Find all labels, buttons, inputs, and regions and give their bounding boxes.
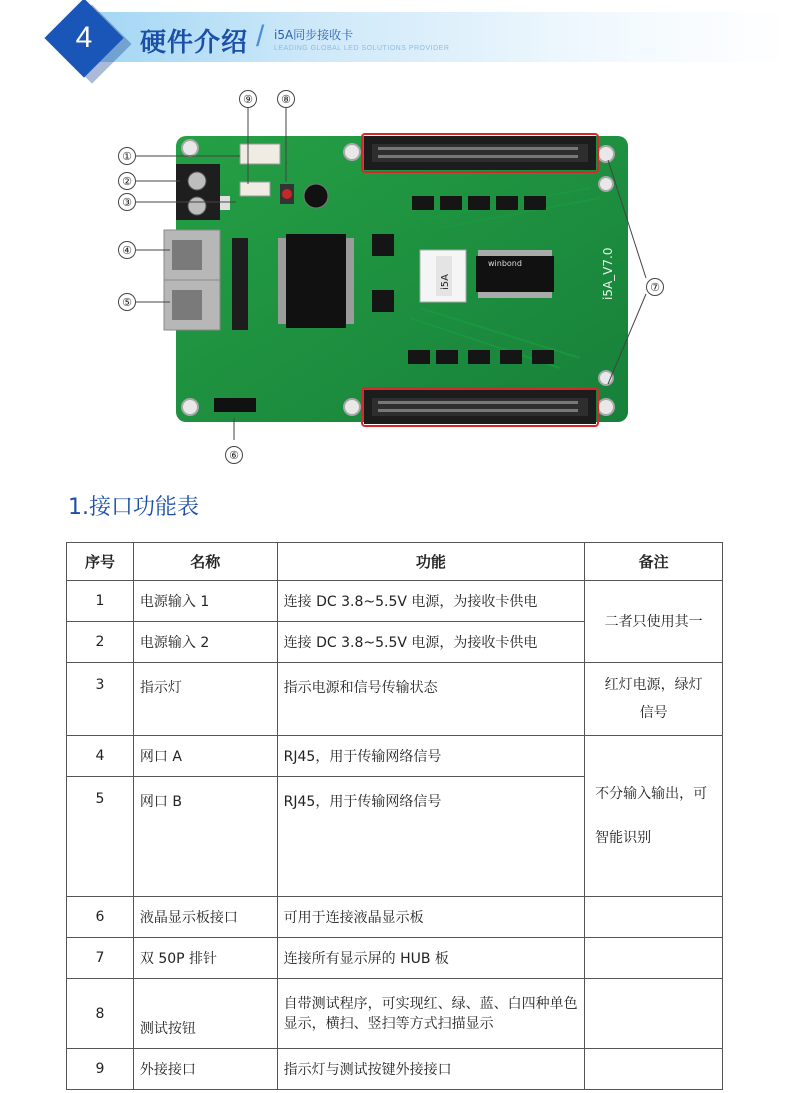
board-figure [0, 78, 790, 478]
interface-table-heading: 1.接口功能表 [68, 495, 199, 520]
table-row [67, 897, 723, 938]
cell-note-empty [585, 897, 723, 938]
cell-note-network: 不分输入输出，可智能识别 [585, 736, 723, 897]
section-header [0, 0, 790, 78]
section-title: 硬件介绍 [140, 28, 249, 58]
table-header-row [67, 543, 723, 581]
cell-no: 8 [67, 979, 134, 1049]
cell-no: 6 [67, 897, 134, 938]
cell-no: 4 [67, 736, 134, 777]
cell-function: 连接所有显示屏的 HUB 板 [277, 938, 585, 979]
lcd-header [214, 398, 256, 412]
callout-4: ④ [118, 241, 136, 259]
callout-6: ⑥ [225, 446, 243, 464]
cell-name: 电源输入 2 [133, 622, 277, 663]
section-number: 4 [75, 21, 93, 54]
board-illustration [0, 78, 790, 478]
module-label: i5A [440, 274, 451, 290]
callout-3: ③ [118, 193, 136, 211]
callout-8: ⑧ [277, 90, 295, 108]
table-row [67, 979, 723, 1049]
cell-note-empty [585, 938, 723, 979]
cell-note-empty [585, 1049, 723, 1090]
cell-function: 连接 DC 3.8~5.5V 电源，为接收卡供电 [277, 581, 585, 622]
cell-no: 9 [67, 1049, 134, 1090]
header-slash: / [256, 20, 265, 53]
callout-9: ⑨ [239, 90, 257, 108]
cell-function: RJ45，用于传输网络信号 [277, 777, 585, 897]
external-connector [240, 144, 280, 164]
col-header-note: 备注 [585, 543, 723, 581]
callout-5: ⑤ [118, 293, 136, 311]
main-ic [286, 234, 346, 328]
cell-function: 连接 DC 3.8~5.5V 电源，为接收卡供电 [277, 622, 585, 663]
cell-no: 2 [67, 622, 134, 663]
callout-1: ① [118, 147, 136, 165]
col-header-name: 名称 [133, 543, 277, 581]
board-version-label: i5A_V7.0 [601, 247, 615, 300]
table-row [67, 736, 723, 777]
table-row [67, 581, 723, 622]
cell-note-indicator: 红灯电源，绿灯信号 [585, 663, 723, 736]
cell-function: 可用于连接液晶显示板 [277, 897, 585, 938]
cell-name: 指示灯 [133, 663, 277, 736]
interface-function-table [66, 542, 723, 1090]
col-header-function: 功能 [277, 543, 585, 581]
cell-function: 指示电源和信号传输状态 [277, 663, 585, 736]
cell-note-power: 二者只使用其一 [585, 581, 723, 663]
cell-no: 5 [67, 777, 134, 897]
cell-name: 测试按钮 [133, 979, 277, 1049]
winbond-label: winbond [488, 259, 522, 268]
cell-name: 电源输入 1 [133, 581, 277, 622]
cell-function: 自带测试程序，可实现红、绿、蓝、白四种单色显示，横扫、竖扫等方式扫描显示 [277, 979, 585, 1049]
cell-name: 网口 B [133, 777, 277, 897]
cell-no: 3 [67, 663, 134, 736]
product-name: i5A同步接收卡 [274, 28, 354, 42]
col-header-no: 序号 [67, 543, 134, 581]
cell-name: 外接接口 [133, 1049, 277, 1090]
cell-no: 1 [67, 581, 134, 622]
cell-name: 网口 A [133, 736, 277, 777]
cell-no: 7 [67, 938, 134, 979]
cell-name: 双 50P 排针 [133, 938, 277, 979]
header-tagline: LEADING GLOBAL LED SOLUTIONS PROVIDER [274, 45, 450, 52]
callout-7: ⑦ [646, 278, 664, 296]
cell-name: 液晶显示板接口 [133, 897, 277, 938]
callout-2: ② [118, 172, 136, 190]
table-row [67, 938, 723, 979]
table-row [67, 1049, 723, 1090]
table-row [67, 663, 723, 736]
cell-function: 指示灯与测试按键外接接口 [277, 1049, 585, 1090]
cell-function: RJ45，用于传输网络信号 [277, 736, 585, 777]
cell-note-empty [585, 979, 723, 1049]
